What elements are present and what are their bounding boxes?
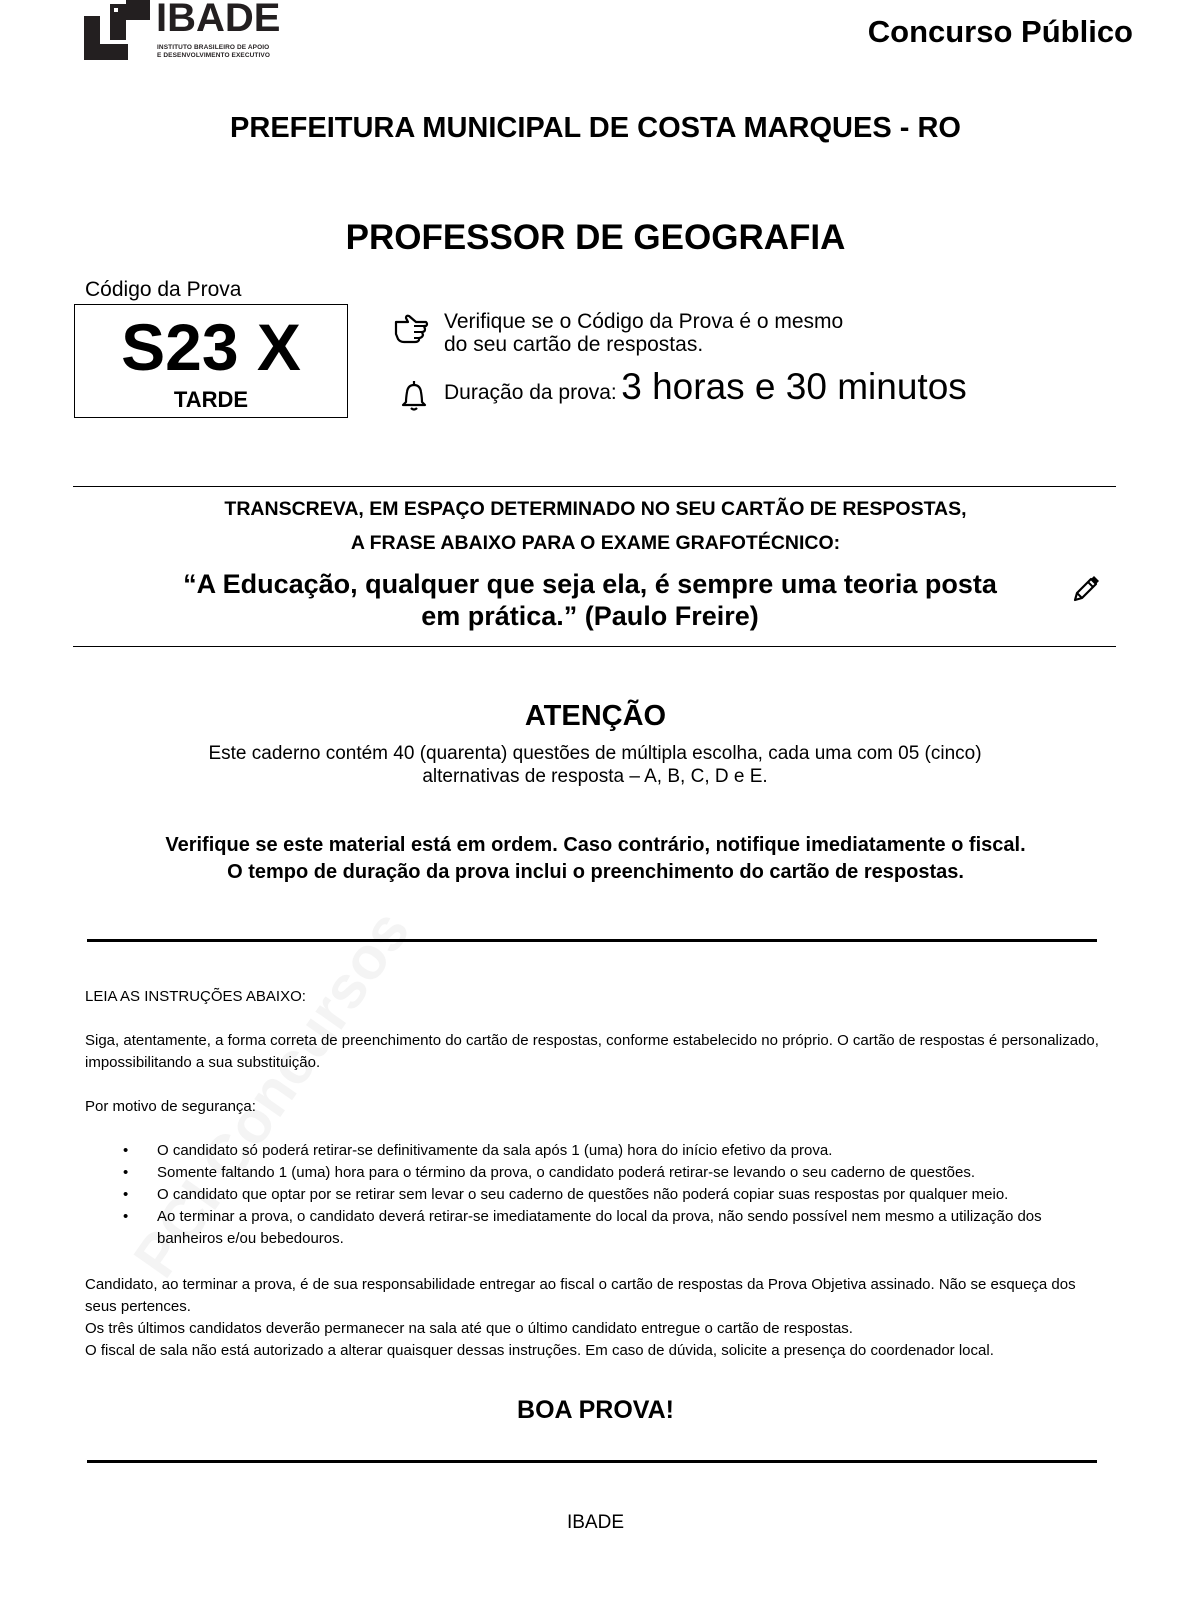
attention-title: ATENÇÃO — [524, 700, 667, 732]
transcription-instruction: A FRASE ABAIXO PARA O EXAME GRAFOTÉCNICO: — [350, 532, 841, 554]
divider — [73, 486, 1116, 487]
security-rules-list — [85, 1140, 1110, 1250]
pencil-icon — [1071, 574, 1101, 604]
exam-code-box — [74, 304, 348, 418]
material-check-notice: Verifique se este material está em ordem. Caso contrário, notifique imediatamente o fiscal. — [165, 834, 1026, 856]
footer-label: IBADE — [566, 1512, 625, 1533]
duration-includes-notice: O tempo de duração da prova inclui o preenchimento do cartão de respostas. — [227, 861, 964, 883]
exam-code-label: Código da Prova — [85, 278, 242, 301]
list-item-text: O candidato só poderá retirar-se definitivamente da sala após 1 (uma) hora do início efetivo da prova. — [157, 1142, 833, 1159]
duration-value: 3 horas e 30 minutos — [621, 366, 967, 407]
exam-type-label: Concurso Público — [867, 14, 1133, 49]
logo-name: IBADE — [156, 0, 281, 40]
list-item: • Ao terminar a prova, o candidato deverá retirar-se imediatamente do local da prova, não sendo possível nem mesmo a utilização dos banheiros e/ou bebedouros. — [123, 1208, 1042, 1247]
final-instructions — [85, 1274, 1110, 1362]
quote-line: em prática.” (Paulo Freire) — [421, 601, 759, 631]
verify-code-line: Verifique se o Código da Prova é o mesmo — [444, 310, 844, 333]
duration-notice — [444, 366, 967, 408]
instructions-paragraph: Siga, atentamente, a forma correta de preenchimento do cartão de respostas, conforme estabelecido no próprio. O cartão de respostas é personalizado, impossibilitando a sua substituição. — [85, 1032, 1099, 1071]
list-item: • O candidato só poderá retirar-se definitivamente da sala após 1 (uma) hora do início efetivo da prova. — [123, 1142, 833, 1159]
list-item: • Somente faltando 1 (uma) hora para o término da prova, o candidato poderá retirar-se levando o seu caderno de questões. — [123, 1164, 976, 1181]
logo-subtitle: INSTITUTO BRASILEIRO DE APOIO — [157, 44, 270, 51]
closing-message: BOA PROVA! — [517, 1396, 674, 1424]
instructions-heading: LEIA AS INSTRUÇÕES ABAIXO: — [85, 988, 306, 1005]
list-item-text: Somente faltando 1 (uma) hora para o término da prova, o candidato poderá retirar-se levando o seu caderno de questões. — [157, 1164, 976, 1181]
verify-code-notice — [444, 310, 843, 356]
ibade-logo-icon — [84, 0, 152, 62]
verify-code-line: do seu cartão de respostas. — [444, 333, 704, 356]
security-heading: Por motivo de segurança: — [85, 1098, 256, 1115]
position-title: PROFESSOR DE GEOGRAFIA — [345, 218, 846, 257]
attention-line: Este caderno contém 40 (quarenta) questões de múltipla escolha, cada uma com 05 (cinco) — [208, 743, 982, 764]
instructions-paragraph: O fiscal de sala não está autorizado a alterar quaisquer dessas instruções. Em caso de dúvida, solicite a presença do coordenador local. — [85, 1342, 994, 1359]
list-item: • O candidato que optar por se retirar sem levar o seu caderno de questões não poderá copiar suas respostas por qualquer meio. — [123, 1186, 1009, 1203]
bell-icon — [400, 378, 428, 412]
ibade-logo — [84, 0, 294, 62]
quote-line: “A Educação, qualquer que seja ela, é sempre uma teoria posta — [183, 569, 997, 599]
divider — [87, 939, 1097, 942]
divider — [73, 646, 1116, 647]
list-item-text: O candidato que optar por se retirar sem levar o seu caderno de questões não poderá copiar suas respostas por qualquer meio. — [157, 1186, 1009, 1203]
divider — [87, 1460, 1097, 1463]
instructions-paragraph: Os três últimos candidatos deverão permanecer na sala até que o último candidato entregue o cartão de respostas. — [85, 1320, 853, 1337]
pointing-hand-icon — [394, 314, 430, 344]
exam-shift: TARDE — [173, 387, 249, 412]
attention-text — [150, 742, 1040, 788]
attention-line: alternativas de resposta – A, B, C, D e E. — [422, 766, 768, 787]
instructions-paragraph: Candidato, ao terminar a prova, é de sua responsabilidade entregar ao fiscal o cartão de respostas da Prova Objetiva assinado. Não se esqueça dos seus pertences. — [85, 1276, 1076, 1315]
handwriting-quote — [150, 568, 1030, 632]
transcription-instruction: TRANSCREVA, EM ESPAÇO DETERMINADO NO SEU CARTÃO DE RESPOSTAS, — [224, 498, 967, 520]
organization-title: PREFEITURA MUNICIPAL DE COSTA MARQUES - RO — [230, 112, 961, 144]
logo-subtitle: E DESENVOLVIMENTO EXECUTIVO — [157, 52, 270, 59]
exam-code-value: S23 X — [121, 310, 301, 384]
list-item-text: Ao terminar a prova, o candidato deverá retirar-se imediatamente do local da prova, não sendo possível nem mesmo a utilização dos banheiros e/ou bebedouros. — [157, 1208, 1042, 1247]
duration-label: Duração da prova: — [444, 381, 617, 404]
